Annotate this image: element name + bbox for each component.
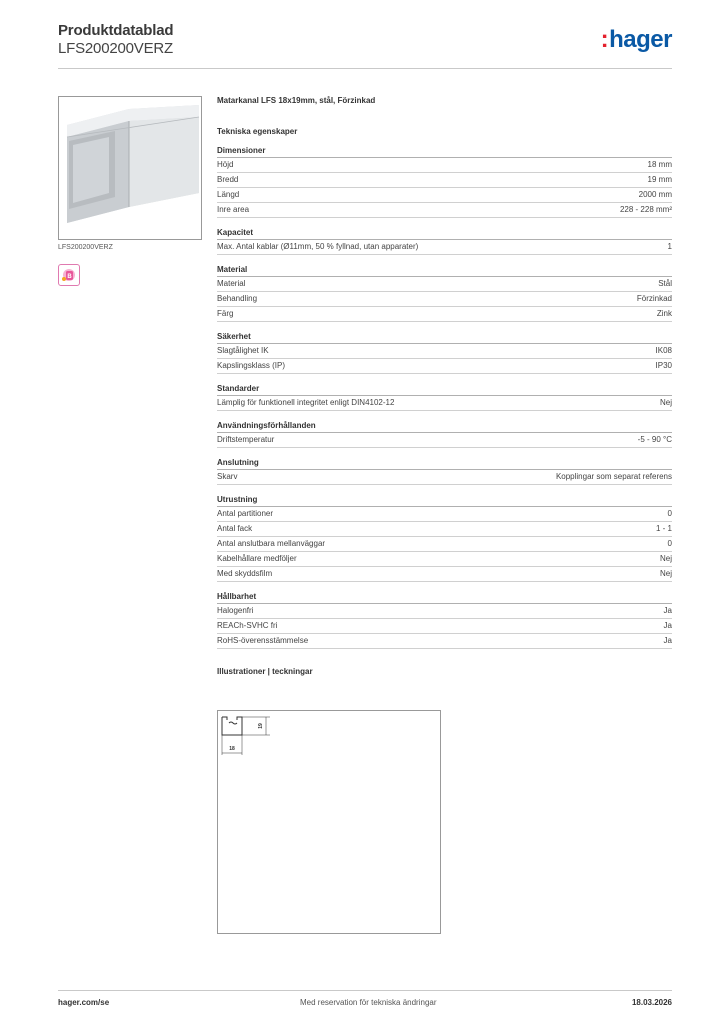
spec-row: [217, 552, 672, 567]
section-title: Material: [217, 265, 672, 277]
spec-row: [217, 537, 672, 552]
spec-label: Bredd: [217, 175, 239, 184]
tech-heading: Tekniska egenskaper: [217, 127, 298, 136]
spec-section: [217, 265, 672, 322]
spec-label: Kapslingsklass (IP): [217, 361, 286, 370]
footer-disclaimer: Med reservation för tekniska ändringar: [300, 998, 437, 1007]
spec-label: Antal anslutbara mellanväggar: [217, 539, 326, 548]
spec-value: Stål: [658, 279, 672, 288]
spec-row: [217, 433, 672, 448]
spec-row: [217, 173, 672, 188]
spec-row: [217, 188, 672, 203]
section-title: Användningsförhållanden: [217, 421, 672, 433]
spec-label: Halogenfri: [217, 606, 254, 615]
footer-date: 18.03.2026: [631, 998, 672, 1007]
spec-label: Antal partitioner: [217, 509, 274, 518]
footer-divider: [58, 990, 672, 991]
spec-value: Zink: [656, 309, 672, 318]
spec-row: [217, 203, 672, 218]
header-title: Produktdatablad: [58, 22, 174, 39]
spec-value: 0: [667, 539, 672, 548]
spec-row: [217, 470, 672, 485]
spec-value: IP30: [655, 361, 672, 370]
section-title: Kapacitet: [217, 228, 672, 240]
spec-label: Slagtålighet IK: [217, 346, 269, 355]
spec-value: 0: [667, 509, 672, 518]
section-title: Dimensioner: [217, 146, 672, 158]
spec-section: [217, 592, 672, 649]
spec-section: [217, 458, 672, 485]
spec-value: -5 - 90 °C: [637, 435, 672, 444]
spec-label: Max. Antal kablar (Ø11mm, 50 % fyllnad, utan apparater): [217, 242, 419, 251]
spec-row: [217, 292, 672, 307]
spec-label: Kabelhållare medföljer: [217, 554, 297, 563]
product-code-caption: LFS200200VERZ: [58, 244, 113, 251]
spec-row: [217, 359, 672, 374]
bim-object-icon[interactable]: [58, 264, 80, 286]
spec-row: [217, 158, 672, 173]
spec-row: [217, 522, 672, 537]
spec-label: Färg: [217, 309, 234, 318]
section-title: Anslutning: [217, 458, 672, 470]
spec-value: Ja: [663, 606, 672, 615]
illustrations-heading: Illustrationer | teckningar: [217, 667, 313, 676]
spec-label: Antal fack: [217, 524, 253, 533]
spec-label: REACh-SVHC fri: [217, 621, 278, 630]
svg-text:B: B: [67, 274, 72, 280]
spec-value: IK08: [655, 346, 672, 355]
dim-height-label: 19: [258, 723, 264, 729]
spec-value: Nej: [659, 569, 672, 578]
spec-row: [217, 344, 672, 359]
spec-value: Förzinkad: [636, 294, 672, 303]
logo-prefix: :: [600, 26, 609, 53]
spec-label: Lämplig för funktionell integritet enligt DIN4102-12: [217, 398, 395, 407]
footer-website-link[interactable]: hager.com/se: [58, 998, 110, 1007]
spec-row: [217, 277, 672, 292]
spec-value: Ja: [663, 621, 672, 630]
spec-section: [217, 421, 672, 448]
spec-value: 228 - 228 mm²: [619, 205, 672, 214]
spec-value: Kopplingar som separat referens: [555, 472, 672, 481]
product-specs: [217, 96, 672, 679]
header-subtitle: LFS200200VERZ: [58, 40, 173, 57]
spec-row: [217, 507, 672, 522]
spec-value: 1: [667, 242, 672, 251]
spec-value: Nej: [659, 398, 672, 407]
spec-section: [217, 228, 672, 255]
section-title: Utrustning: [217, 495, 672, 507]
section-title: Säkerhet: [217, 332, 672, 344]
spec-value: Nej: [659, 554, 672, 563]
dim-width-label: 18: [229, 746, 235, 752]
spec-section: [217, 495, 672, 582]
spec-row: [217, 567, 672, 582]
hager-logo: [601, 26, 672, 54]
spec-sections: [217, 146, 672, 649]
spec-row: [217, 240, 672, 255]
spec-label: Skarv: [217, 472, 238, 481]
spec-value: 18 mm: [647, 160, 672, 169]
header-divider: [58, 68, 672, 69]
spec-label: Höjd: [217, 160, 234, 169]
spec-row: [217, 396, 672, 411]
spec-row: [217, 604, 672, 619]
spec-value: 19 mm: [647, 175, 672, 184]
profile-drawing: [218, 711, 440, 933]
spec-label: RoHS-överensstämmelse: [217, 636, 309, 645]
product-title: Matarkanal LFS 18x19mm, stål, Förzinkad: [217, 96, 376, 105]
spec-label: Behandling: [217, 294, 258, 303]
spec-label: Material: [217, 279, 246, 288]
spec-row: [217, 307, 672, 322]
product-image: [58, 96, 202, 240]
logo-text: hager: [609, 26, 672, 53]
spec-label: Längd: [217, 190, 240, 199]
spec-value: 2000 mm: [638, 190, 672, 199]
spec-value: Ja: [663, 636, 672, 645]
spec-section: [217, 146, 672, 218]
spec-value: 1 - 1: [655, 524, 672, 533]
section-title: Hållbarhet: [217, 592, 672, 604]
spec-section: [217, 332, 672, 374]
section-title: Standarder: [217, 384, 672, 396]
spec-label: Med skyddsfilm: [217, 569, 273, 578]
spec-section: [217, 384, 672, 411]
spec-label: Driftstemperatur: [217, 435, 275, 444]
spec-label: Inre area: [217, 205, 250, 214]
illustration-box: [217, 710, 441, 934]
spec-row: [217, 619, 672, 634]
cable-duct-image: [59, 97, 201, 239]
spec-row: [217, 634, 672, 649]
